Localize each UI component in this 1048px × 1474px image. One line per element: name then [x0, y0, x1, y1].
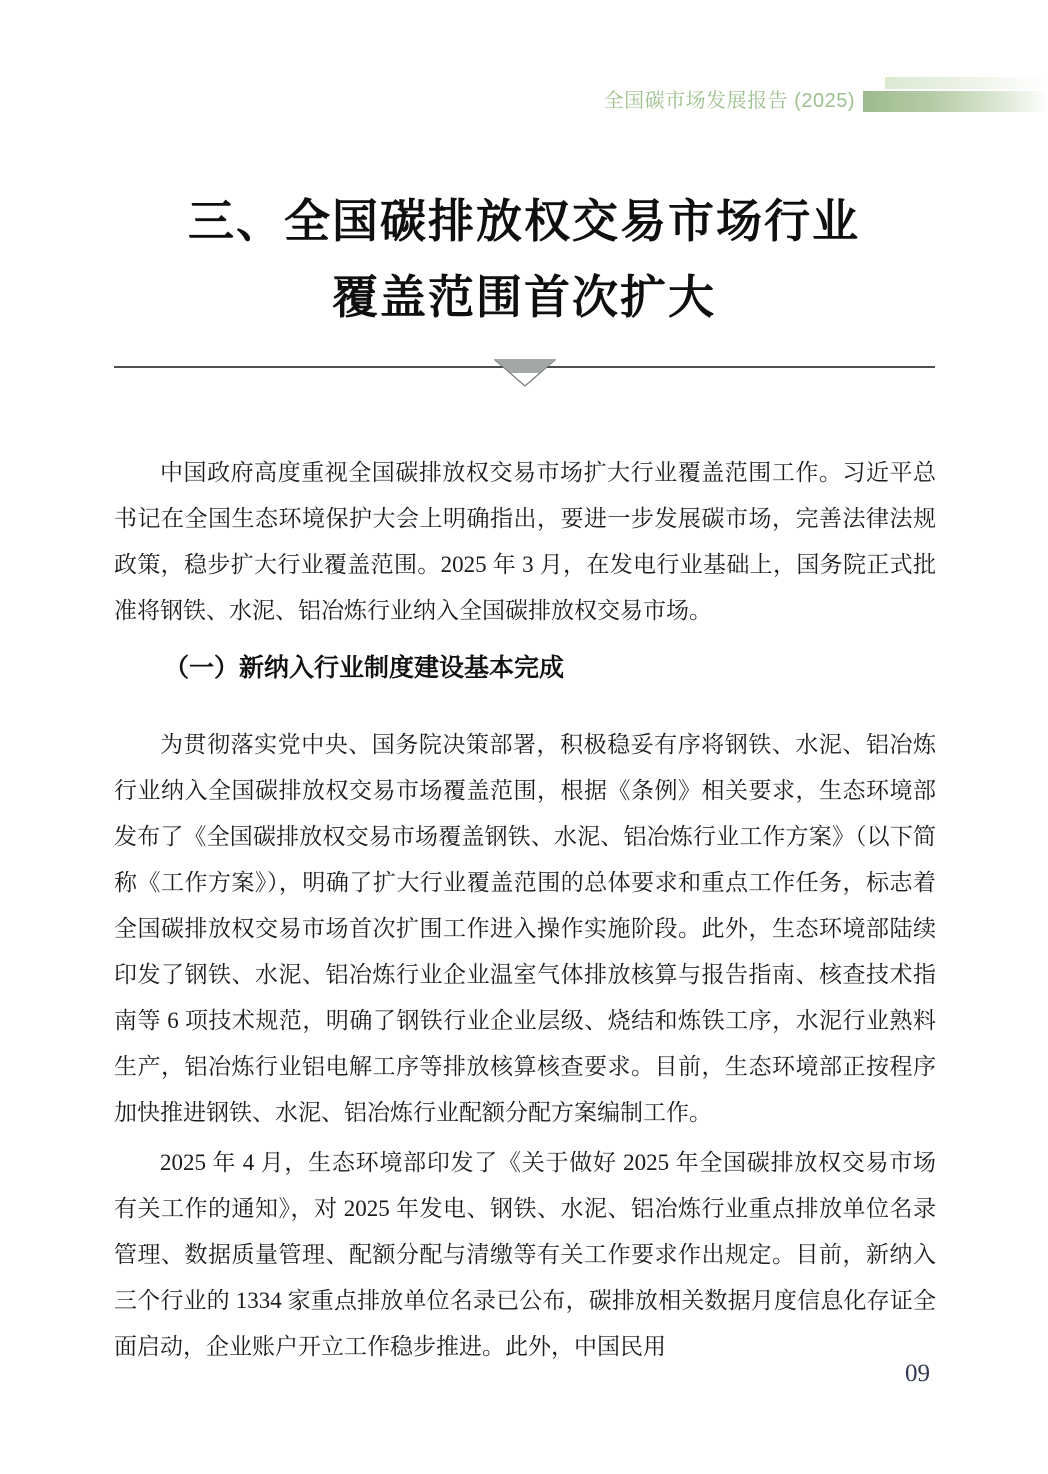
chapter-title-line1: 三、全国碳排放权交易市场行业	[188, 196, 860, 247]
chapter-title-line2: 覆盖范围首次扩大	[332, 272, 716, 323]
running-header-title: 全国碳市场发展报告 (2025)	[603, 90, 855, 112]
header-gradient-strip-light	[885, 77, 1048, 89]
title-divider-rule	[114, 366, 935, 368]
section-heading-1: （一）新纳入行业制度建设基本完成	[164, 655, 565, 682]
page-number: 09	[905, 1360, 930, 1387]
chapter-title	[0, 184, 1048, 336]
divider-triangle-icon	[494, 359, 556, 387]
paragraph-section1-continued: 2025 年 4 月，生态环境部印发了《关于做好 2025 年全国碳排放权交易市场有关工作的通知》，对 2025 年发电、钢铁、水泥、铝冶炼行业重点排放单位名录管理、数据质量管理、配额分配与清缴等有关工作要求作出规定。目前，新纳入三个行业的 1334 家重点排放单位名录已公布，碳排放相关数据月度信息化存证全面启动，企业账户开立工作稳步推进。此外，中国民用	[114, 1150, 936, 1359]
paragraph-section1-body: 为贯彻落实党中央、国务院决策部署，积极稳妥有序将钢铁、水泥、铝冶炼行业纳入全国碳排放权交易市场覆盖范围，根据《条例》相关要求，生态环境部发布了《全国碳排放权交易市场覆盖钢铁、水泥、铝冶炼行业工作方案》（以下简称《工作方案》），明确了扩大行业覆盖范围的总体要求和重点工作任务，标志着全国碳排放权交易市场首次扩围工作进入操作实施阶段。此外，生态环境部陆续印发了钢铁、水泥、铝冶炼行业企业温室气体排放核算与报告指南、核查技术指南等 6 项技术规范，明确了钢铁行业企业层级、烧结和炼铁工序，水泥行业熟料生产，铝冶炼行业铝电解工序等排放核算核查要求。目前，生态环境部正按程序加快推进钢铁、水泥、铝冶炼行业配额分配方案编制工作。	[114, 732, 936, 1125]
header-gradient-bar	[863, 91, 1048, 112]
paragraph-intro: 中国政府高度重视全国碳排放权交易市场扩大行业覆盖范围工作。习近平总书记在全国生态环境保护大会上明确指出，要进一步发展碳市场，完善法律法规政策，稳步扩大行业覆盖范围。2025 年 3 月，在发电行业基础上，国务院正式批准将钢铁、水泥、铝冶炼行业纳入全国碳排放权交易市场。	[114, 460, 936, 623]
